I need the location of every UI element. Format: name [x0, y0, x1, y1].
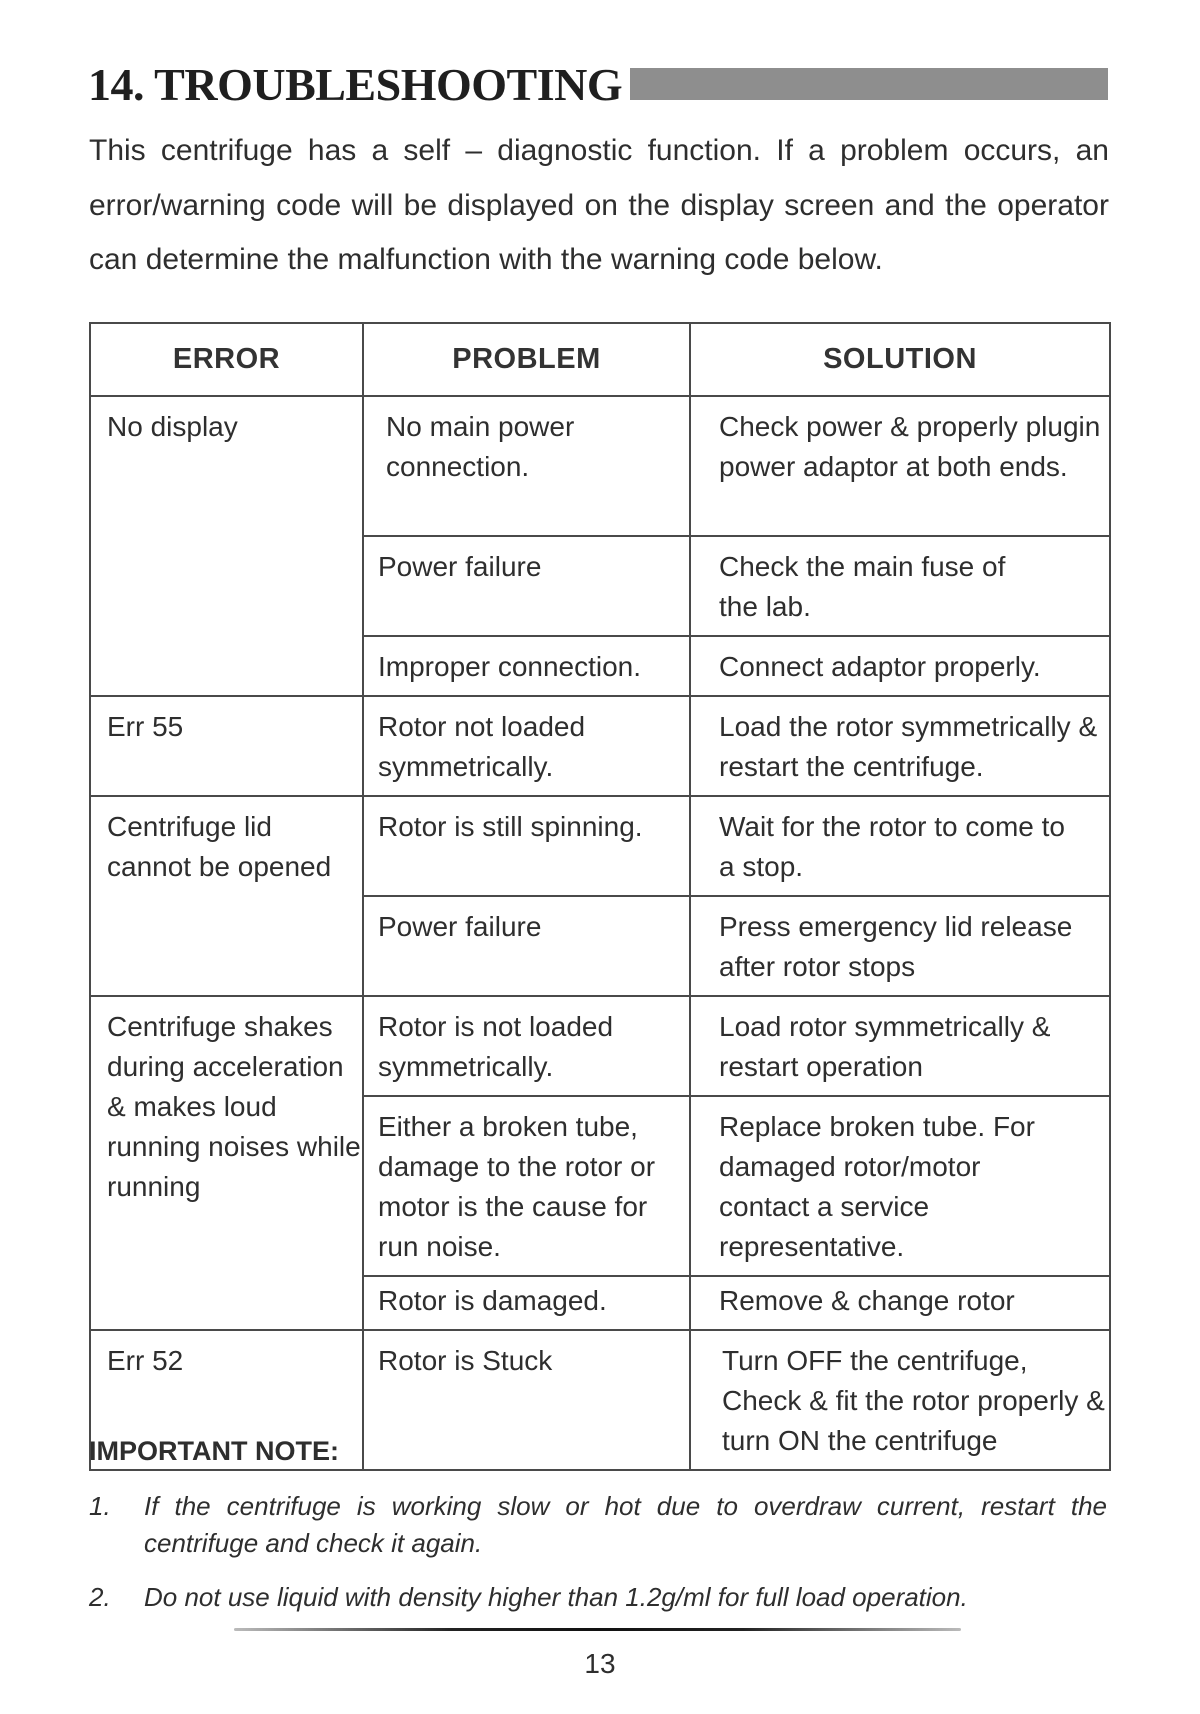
- error-cell: [90, 796, 363, 996]
- error-text: No display: [107, 411, 238, 442]
- solution-text: Check power & properly plugin power adaptor at both ends.: [719, 411, 1101, 482]
- problem-cell: [363, 1096, 690, 1276]
- solution-text: Check the main fuse of the lab.: [719, 551, 1006, 622]
- header-solution: SOLUTION: [690, 323, 1110, 396]
- problem-text: Rotor is Stuck: [378, 1345, 553, 1376]
- problem-cell: [363, 696, 690, 796]
- solution-cell: [690, 796, 1110, 896]
- solution-text: Connect adaptor properly.: [719, 651, 1041, 682]
- solution-cell: [690, 1276, 1110, 1330]
- solution-cell: [690, 696, 1110, 796]
- solution-cell: [690, 996, 1110, 1096]
- solution-cell: [690, 536, 1110, 636]
- solution-cell: [690, 636, 1110, 696]
- intro-paragraph: This centrifuge has a self – diagnostic function. If a problem occurs, an error/warning code will be displayed on the display screen and the operator can determine the malfunction with the warning code below.: [89, 134, 1109, 276]
- error-cell: [90, 396, 363, 696]
- header-error: ERROR: [90, 323, 363, 396]
- section-title: 14. TROUBLESHOOTING: [88, 59, 623, 110]
- problem-text: Rotor not loaded symmetrically.: [378, 711, 586, 782]
- table-row: [90, 996, 1110, 1096]
- table-header-row: [90, 323, 1110, 396]
- note-item: [89, 1488, 1107, 1562]
- note-text: Do not use liquid with density higher than 1.2g/ml for full load operation.: [144, 1582, 968, 1612]
- problem-cell: [363, 536, 690, 636]
- important-note-list: [89, 1488, 1107, 1633]
- solution-text: Load the rotor symmetrically & restart the centrifuge.: [719, 711, 1098, 782]
- problem-cell: [363, 1330, 690, 1470]
- problem-cell: [363, 996, 690, 1096]
- solution-text: Load rotor symmetrically & restart operation: [719, 1011, 1051, 1082]
- solution-text: Press emergency lid release after rotor stops: [719, 911, 1073, 982]
- problem-text: No main power connection.: [386, 411, 575, 482]
- problem-text: Rotor is still spinning.: [378, 811, 643, 842]
- error-cell: [90, 996, 363, 1330]
- problem-cell: [363, 396, 690, 536]
- problem-text: Either a broken tube, damage to the rotor or motor is the cause for run noise.: [378, 1111, 656, 1262]
- problem-cell: [363, 896, 690, 996]
- important-note-heading: IMPORTANT NOTE:: [89, 1436, 339, 1466]
- problem-cell: [363, 636, 690, 696]
- footer-divider: [234, 1628, 961, 1631]
- error-text: Centrifuge shakes during acceleration & makes loud running noises while running: [107, 1011, 361, 1202]
- table-row: [90, 796, 1110, 896]
- note-item: [89, 1579, 1107, 1616]
- solution-cell: [690, 1330, 1110, 1470]
- problem-text: Rotor is not loaded symmetrically.: [378, 1011, 614, 1082]
- solution-text: Turn OFF the centrifuge, Check & fit the rotor properly & turn ON the centrifuge: [722, 1345, 1105, 1456]
- header-problem: PROBLEM: [363, 323, 690, 396]
- error-text: Centrifuge lid cannot be opened: [107, 811, 332, 882]
- problem-text: Power failure: [378, 911, 542, 942]
- solution-text: Replace broken tube. For damaged rotor/motor contact a service representative.: [719, 1111, 1035, 1262]
- solution-text: Remove & change rotor: [719, 1285, 1015, 1316]
- troubleshooting-table: [89, 322, 1111, 1471]
- note-number: 2.: [89, 1582, 111, 1612]
- problem-text: Power failure: [378, 551, 542, 582]
- solution-text: Wait for the rotor to come to a stop.: [719, 811, 1065, 882]
- problem-text: Rotor is damaged.: [378, 1285, 607, 1316]
- error-text: Err 52: [107, 1345, 184, 1376]
- note-text: If the centrifuge is working slow or hot due to overdraw current, restart the centrifuge and check it again.: [144, 1491, 1107, 1558]
- table-row: [90, 696, 1110, 796]
- problem-cell: [363, 796, 690, 896]
- solution-cell: [690, 1096, 1110, 1276]
- solution-cell: [690, 396, 1110, 536]
- error-text: Err 55: [107, 711, 184, 742]
- solution-cell: [690, 896, 1110, 996]
- note-number: 1.: [89, 1491, 111, 1521]
- problem-cell: [363, 1276, 690, 1330]
- title-bar-decoration: [630, 68, 1108, 100]
- problem-text: Improper connection.: [378, 651, 642, 682]
- page-number: 13: [584, 1648, 616, 1679]
- table-row: [90, 396, 1110, 536]
- error-cell: [90, 696, 363, 796]
